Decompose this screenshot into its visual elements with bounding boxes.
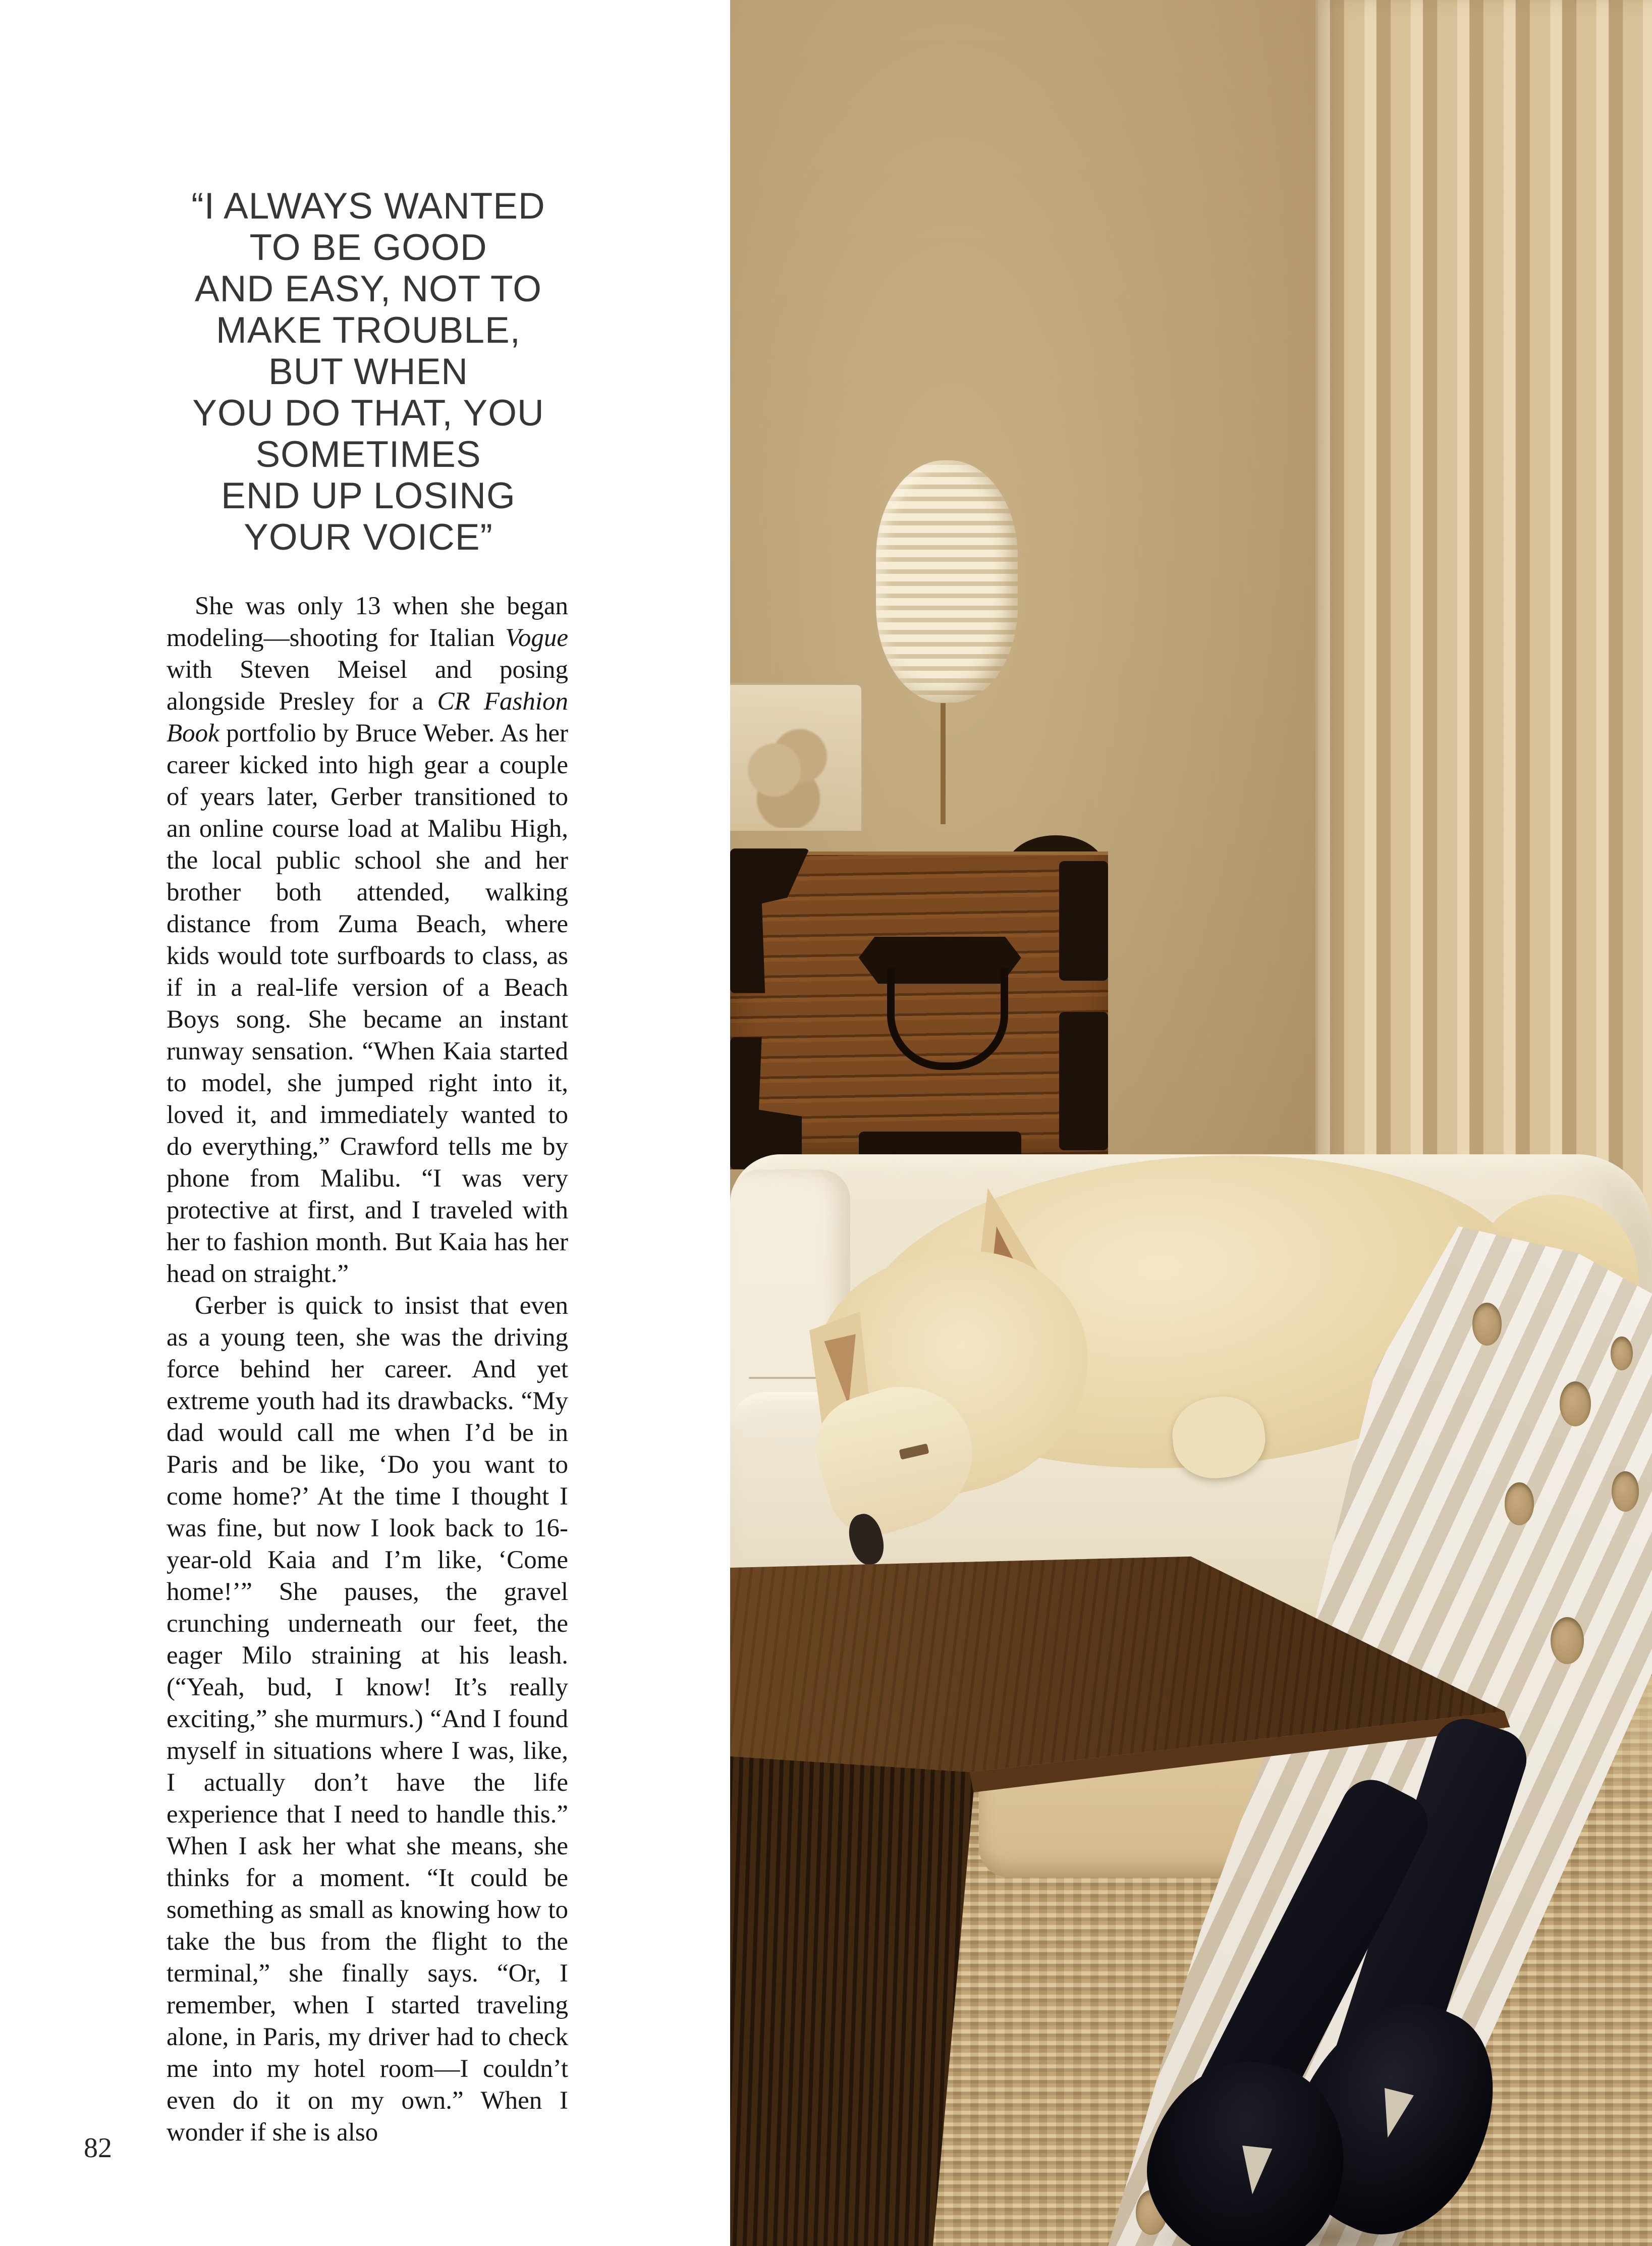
curtain (1315, 0, 1652, 1303)
editorial-photo (730, 0, 1652, 2246)
article-text: with Steven Meisel and posing alongside Presley for a (167, 656, 568, 716)
italic-vogue-title: Vogue (505, 624, 568, 652)
article-text: Gerber is quick to insist that even as a young teen, she was the driving force behind her career. And yet extreme youth had its drawbacks. “My dad would call me when I’d be in Paris and be like, ‘Do you want to come home?’ At the time I thought I was fine, but now I look back to 16-year-old Kaia and I’m like, ‘Come home!’” She pauses, the gravel crunching underneath our feet, the eager Milo straining at his leash. (“Yeah, bud, I know! It’s really exciting,” she murmurs.) “And I found myself in situations where I was, like, I actually don’t have the life experience that I need to handle this.” When I ask her what she means, she thinks for a moment. “It could be something as small as knowing how to take the bus from the flight to the terminal,” she finally says. “Or, I remember, when I started traveling alone, in Paris, my driver had to check me into my hotel room—I couldn’t even do it on my own.” When I wonder if she is also (167, 1292, 568, 2147)
pull-quote-line: END UP LOSING (221, 475, 516, 516)
tansu-chest (730, 851, 1108, 1169)
eyelet-hole (1505, 1482, 1534, 1525)
paper-lantern-lamp (876, 460, 1018, 703)
pull-quote-line: SOMETIMES (255, 434, 481, 475)
chest-corner-brace (1059, 861, 1108, 981)
pull-quote-line: MAKE TROUBLE, (216, 310, 521, 351)
pull-quote-line: AND EASY, NOT TO (194, 269, 542, 309)
eyelet-hole (1472, 1303, 1502, 1346)
eyelet-hole (1551, 1617, 1584, 1664)
pull-quote (151, 186, 585, 558)
article-text: portfolio by Bruce Weber. As her career kicked into high gear a couple of years later, Gerber transitioned to an online course load at Malibu High, the local public school she and her brother both attended, walking distance from Zuma Beach, where kids would tote surfboards to class, as if in a real-life version of a Beach Boys song. She became an instant runway sensation. “When Kaia started to model, she jumped right into it, loved it, and immediately wanted to do everything,” Crawford tells me by phone from Malibu. “I was very protective at first, and I traveled with her to fashion month. But Kaia has her head on straight.” (167, 719, 568, 1288)
coral-shell (741, 723, 836, 828)
chest-corner-brace (730, 848, 809, 993)
eyelet-hole (1611, 1336, 1633, 1370)
pull-quote-line: YOU DO THAT, YOU (192, 393, 544, 434)
chest-drop-handle (887, 968, 1008, 1070)
pull-quote-line: TO BE GOOD (249, 227, 487, 268)
article-paragraph-1 (167, 591, 568, 1290)
article-paragraph-2 (167, 1290, 568, 2149)
chest-corner-brace (1059, 1012, 1108, 1150)
chest-corner-brace (730, 1037, 802, 1169)
glass-vase (730, 683, 863, 831)
pull-quote-line: YOUR VOICE” (244, 517, 493, 558)
eyelet-hole (1560, 1381, 1591, 1426)
italic-cr-fashion-book-title: CR Fashion Book (167, 687, 568, 747)
article-body (167, 591, 568, 2149)
eyelet-hole (1612, 1471, 1639, 1512)
article-text: She was only 13 when she began modeling—shooting for Italian (167, 592, 568, 652)
lamp-stem (941, 694, 946, 824)
page-number: 82 (84, 2132, 112, 2164)
pull-quote-line: BUT WHEN (268, 351, 468, 392)
pull-quote-line: “I ALWAYS WANTED (191, 186, 545, 227)
